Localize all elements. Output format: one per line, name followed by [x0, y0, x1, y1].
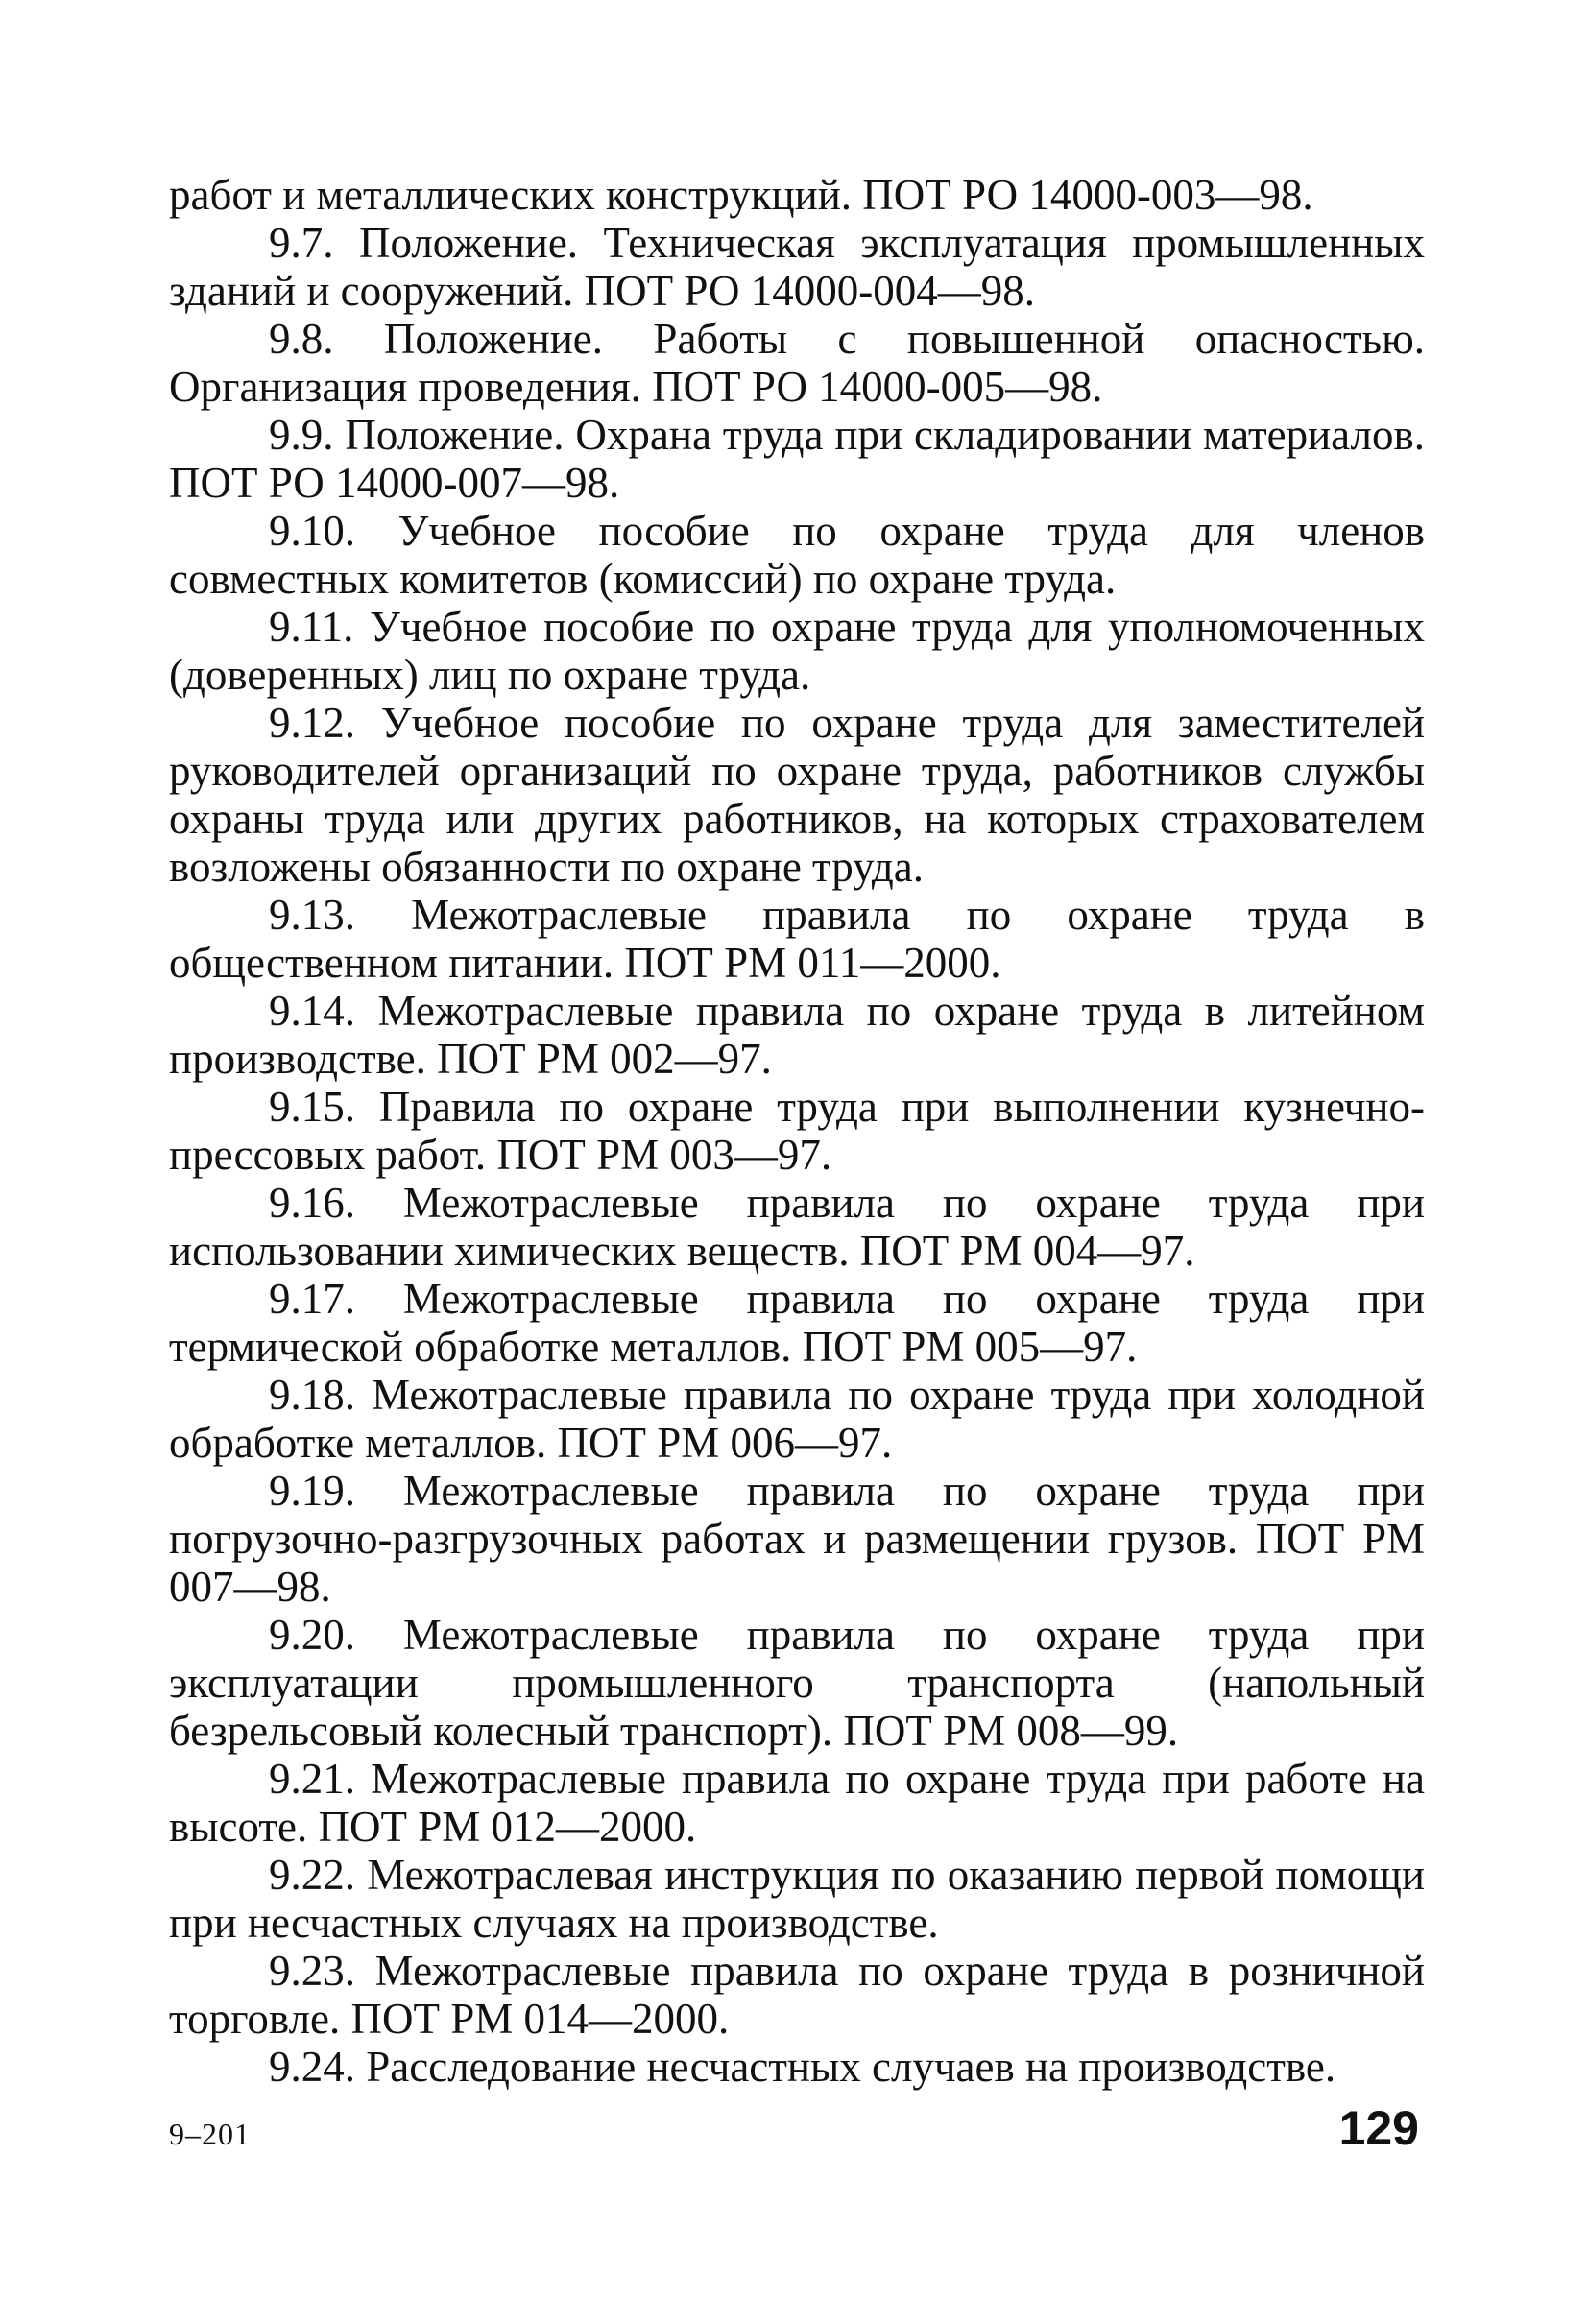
entry-9-13: 9.13. Межотраслевые правила по охране труда в общественном питании. ПОТ РМ 011—2000.	[169, 891, 1425, 987]
entry-9-19: 9.19. Межотраслевые правила по охране труда при погрузочно-разгрузочных работах и размещении грузов. ПОТ РМ 007—98.	[169, 1467, 1425, 1611]
page-number: 129	[1338, 2101, 1419, 2155]
entry-9-12: 9.12. Учебное пособие по охране труда для заместителей руководителей организаций по охране труда, работников службы охраны труда или других работников, на которых страхователем возложены обязанности по охране труда.	[169, 699, 1425, 891]
entry-9-11: 9.11. Учебное пособие по охране труда для уполномоченных (доверенных) лиц по охране труда.	[169, 603, 1425, 699]
entry-9-10: 9.10. Учебное пособие по охране труда для членов совместных комитетов (комиссий) по охране труда.	[169, 507, 1425, 603]
entry-9-23: 9.23. Межотраслевые правила по охране труда в розничной торговле. ПОТ РМ 014—2000.	[169, 1947, 1425, 2043]
entry-9-15: 9.15. Правила по охране труда при выполнении кузнечно-прессовых работ. ПОТ РМ 003—97.	[169, 1083, 1425, 1179]
entry-9-17: 9.17. Межотраслевые правила по охране труда при термической обработке металлов. ПОТ РМ 005—97.	[169, 1275, 1425, 1371]
entry-9-16: 9.16. Межотраслевые правила по охране труда при использовании химических веществ. ПОТ РМ 004—97.	[169, 1179, 1425, 1275]
page-body-text	[169, 171, 1425, 2091]
entry-9-24: 9.24. Расследование несчастных случаев на производстве.	[269, 2043, 1336, 2091]
entry-9-9: 9.9. Положение. Охрана труда при складировании материалов. ПОТ РО 14000-007—98.	[169, 411, 1425, 507]
entry-9-14: 9.14. Межотраслевые правила по охране труда в литейном производстве. ПОТ РМ 002—97.	[169, 987, 1425, 1083]
entry-9-8: 9.8. Положение. Работы с повышенной опасностью. Организация проведения. ПОТ РО 14000-005—98.	[169, 315, 1425, 411]
entry-9-7: 9.7. Положение. Техническая эксплуатация промышленных зданий и сооружений. ПОТ РО 14000-004—98.	[169, 219, 1425, 315]
entry-9-20: 9.20. Межотраслевые правила по охране труда при эксплуатации промышленного транспорта (напольный безрельсовый колесный транспорт). ПОТ РМ 008—99.	[169, 1611, 1425, 1755]
entry-9-21: 9.21. Межотраслевые правила по охране труда при работе на высоте. ПОТ РМ 012—2000.	[169, 1755, 1425, 1851]
entry-9-22: 9.22. Межотраслевая инструкция по оказанию первой помощи при несчастных случаях на производстве.	[169, 1851, 1425, 1947]
printer-signature: 9–201	[169, 2117, 251, 2151]
continuation-line: работ и металлических конструкций. ПОТ РО 14000-003—98.	[169, 171, 1313, 219]
entry-9-18: 9.18. Межотраслевые правила по охране труда при холодной обработке металлов. ПОТ РМ 006—97.	[169, 1371, 1425, 1467]
